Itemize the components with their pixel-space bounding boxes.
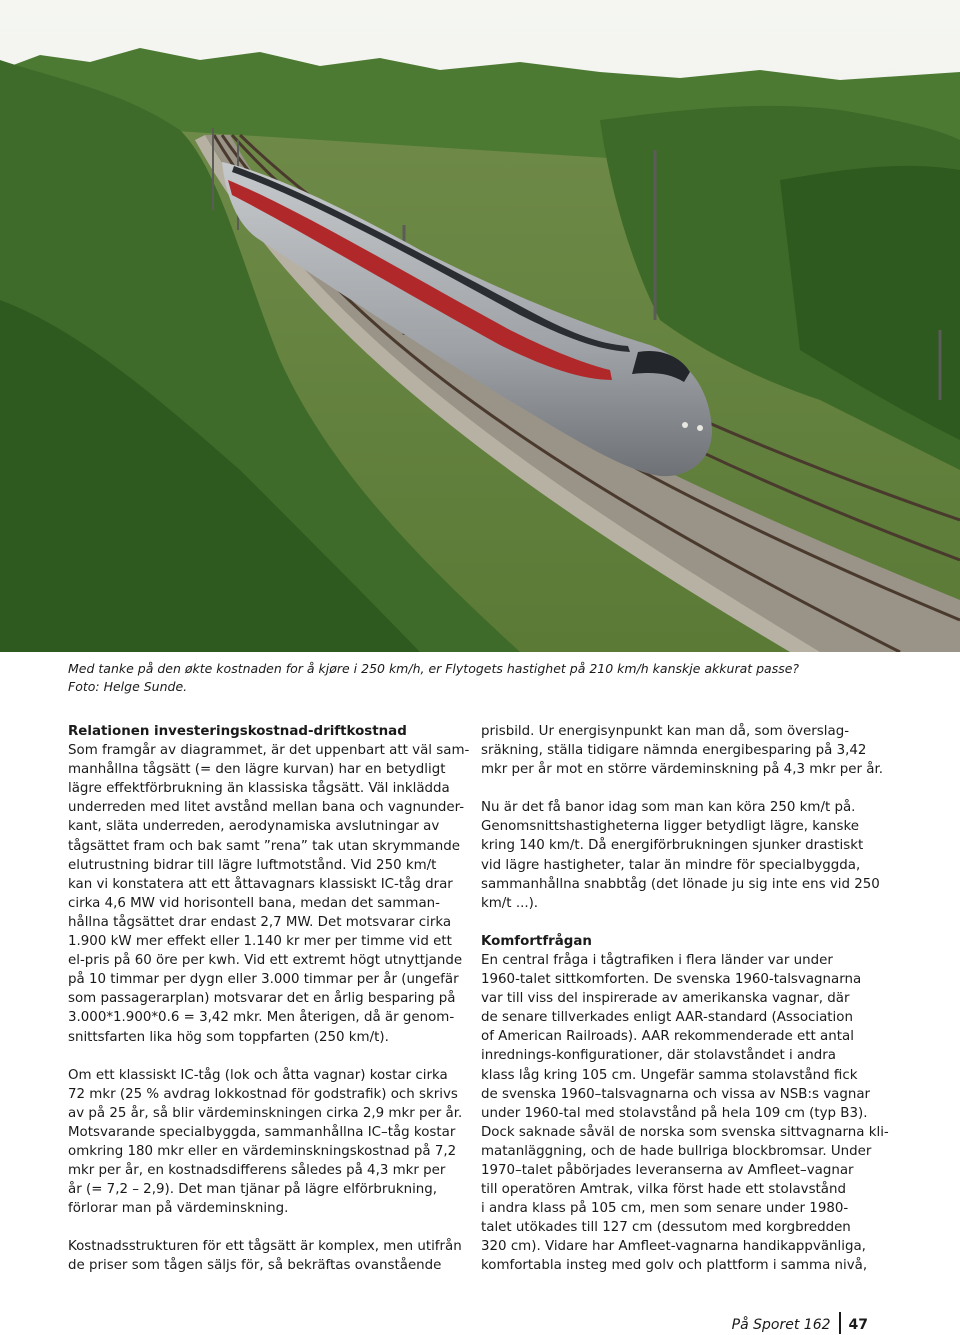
text-line: 3.000*1.900*0.6 = 3,42 mkr. Men återigen, då är genom- bbox=[68, 1010, 455, 1026]
text-line: prisbild. Ur energisynpunkt kan man då, som överslag- bbox=[481, 724, 850, 739]
text-line: hållna tågsättet drar endast 2,7 MW. Det motsvarar cirka bbox=[68, 914, 452, 930]
text-line: de priser som tågen säljs för, så bekräftas ovanstående bbox=[68, 1258, 442, 1274]
text-line: matanläggning, och de hade bullriga blockbromsar. Under bbox=[481, 1143, 872, 1159]
text-line: Dock saknade såväl de norska som svenska sittvagnarna kli- bbox=[481, 1124, 889, 1140]
section-heading-comfort: Komfortfrågan bbox=[481, 933, 592, 949]
text-line: på 10 timmar per dygn eller 3.000 timmar per år (ungefär bbox=[68, 972, 459, 988]
paragraph-speed bbox=[481, 798, 881, 913]
text-line: omkring 180 mkr eller en värdeminskningskostnad på 7,2 bbox=[68, 1143, 457, 1159]
text-line: Genomsnittshastigheterna ligger betydligt lägre, kanske bbox=[481, 819, 859, 835]
text-line: 72 mkr (25 % avdrag lokkostnad för godstrafik) och skrivs bbox=[68, 1086, 458, 1102]
text-line: underreden med litet avstånd mellan bana och vagnunder- bbox=[68, 800, 465, 816]
text-line: Motsvarande specialbyggda, sammanhållna IC–tåg kostar bbox=[68, 1124, 456, 1140]
train-photo bbox=[0, 0, 960, 652]
text-line: kant, släta underreden, aerodynamiska avslutningar av bbox=[68, 819, 440, 835]
text-line: of American Railroads). AAR rekommenderade ett antal bbox=[481, 1029, 854, 1045]
paragraph-comfort bbox=[481, 951, 889, 1276]
text-line: snittsfarten lika hög som toppfarten (250 km/t). bbox=[68, 1029, 389, 1045]
text-line: de senare tillverkades enligt AAR-standard (Association bbox=[481, 1010, 853, 1026]
text-line: Om ett klassiskt IC-tåg (lok och åtta vagnar) kostar cirka bbox=[68, 1067, 448, 1083]
text-line: förlorar man på värdeminskning. bbox=[68, 1201, 289, 1217]
text-line: kring 140 km/t. Då energiförbrukningen sjunker drastiskt bbox=[481, 838, 864, 854]
page-number: 47 bbox=[848, 1317, 868, 1333]
text-line: i andra klass på 105 cm, men som senare under 1980- bbox=[481, 1201, 849, 1217]
text-line: kan vi konstatera att ett åttavagnars klassiskt IC-tåg drar bbox=[68, 876, 453, 892]
text-line: elutrustning bidrar till lägre luftmotstånd. Vid 250 km/t bbox=[68, 857, 437, 873]
left-column bbox=[68, 722, 470, 1276]
text-line: inrednings-konfigurationer, där stolavståndet i andra bbox=[481, 1048, 836, 1064]
text-line: år (= 7,2 – 2,9). Det man tjänar på lägre elförbrukning, bbox=[68, 1182, 438, 1198]
text-line: som passagerarplan) motsvarar det en årlig besparing på bbox=[68, 991, 456, 1007]
footer-divider bbox=[839, 1312, 841, 1334]
text-line: tågsättet fram och bak samt ”rena” tak utan skrymmande bbox=[68, 838, 460, 854]
text-line: var till viss del inspirerade av amerikanska vagnar, där bbox=[481, 991, 850, 1007]
right-column bbox=[481, 722, 889, 1276]
page-footer bbox=[732, 1312, 868, 1335]
text-line: km/t ...). bbox=[481, 895, 539, 911]
text-line: 320 cm). Vidare har Amfleet-vagnarna handikappvänliga, bbox=[481, 1239, 866, 1255]
paragraph-depreciation bbox=[68, 1066, 463, 1219]
photo-caption bbox=[68, 660, 898, 696]
text-line: komfortabla insteg med golv och plattform i samma nivå, bbox=[481, 1258, 868, 1274]
text-line: Som framgår av diagrammet, är det uppenbart att väl sam- bbox=[68, 743, 470, 759]
caption-credit: Foto: Helge Sunde. bbox=[68, 679, 188, 694]
text-line: klass låg kring 105 cm. Ungefär samma stolavstånd fick bbox=[481, 1067, 858, 1083]
text-line: Kostnadsstrukturen för ett tågsätt är komplex, men utifrån bbox=[68, 1239, 462, 1255]
section-heading-relation: Relationen investeringskostnad-driftkostnad bbox=[68, 724, 407, 739]
text-line: En central fråga i tågtrafiken i flera länder var under bbox=[481, 952, 833, 968]
text-line: Nu är det få banor idag som man kan köra 250 km/t på. bbox=[481, 800, 856, 816]
text-line: 1.900 kW mer effekt eller 1.140 kr mer per timme vid ett bbox=[68, 934, 452, 950]
text-line: av på 25 år, så blir värdeminskningen cirka 2,9 mkr per år. bbox=[68, 1105, 463, 1121]
text-line: mkr per år, en kostnadsdifferens således på 4,3 mkr per bbox=[68, 1163, 446, 1179]
text-line: talet utökades till 127 cm (dessutom med korgbredden bbox=[481, 1220, 851, 1236]
paragraph-energy bbox=[68, 741, 470, 1047]
magazine-name: På Sporet 162 bbox=[731, 1317, 831, 1333]
text-line: de svenska 1960–talsvagnarna och vissa av NSB:s vagnar bbox=[481, 1086, 871, 1102]
text-line: under 1960-tal med stolavstånd på hela 109 cm (typ B3). bbox=[481, 1105, 868, 1121]
paragraph-cost-structure bbox=[68, 1237, 460, 1275]
text-line: sräkning, ställa tidigare nämnda energibesparing på 3,42 bbox=[481, 743, 867, 759]
text-line: till operatören Amtrak, vilka först hade ett stolavstånd bbox=[481, 1182, 846, 1198]
text-line: lägre effektförbrukning än klassiska tågsätt. Väl inklädda bbox=[68, 781, 450, 797]
paragraph-price-picture bbox=[481, 722, 884, 779]
caption-text: Med tanke på den økte kostnaden for å kjøre i 250 km/h, er Flytogets hastighet på 210 km/h kanskje akkurat passe? bbox=[68, 661, 800, 676]
text-line: manhållna tågsätt (= den lägre kurvan) har en betydligt bbox=[68, 762, 446, 778]
text-line: 1960-talet sittkomforten. De svenska 1960-talsvagnarna bbox=[481, 972, 862, 988]
text-line: el-pris på 60 öre per kwh. Vid ett extremt högt utnyttjande bbox=[68, 953, 463, 969]
text-line: cirka 4,6 MW vid horisontell bana, medan det samman- bbox=[68, 895, 441, 911]
text-line: vid lägre hastigheter, talar än mindre för specialbyggda, bbox=[481, 857, 861, 873]
text-line: mkr per år mot en större värdeminskning på 4,3 mkr per år. bbox=[481, 762, 884, 778]
text-line: 1970–talet påbörjades leveranserna av Amfleet–vagnar bbox=[481, 1162, 854, 1178]
text-line: sammanhållna snabbtåg (det lönade ju sig inte ens vid 250 bbox=[481, 876, 880, 892]
